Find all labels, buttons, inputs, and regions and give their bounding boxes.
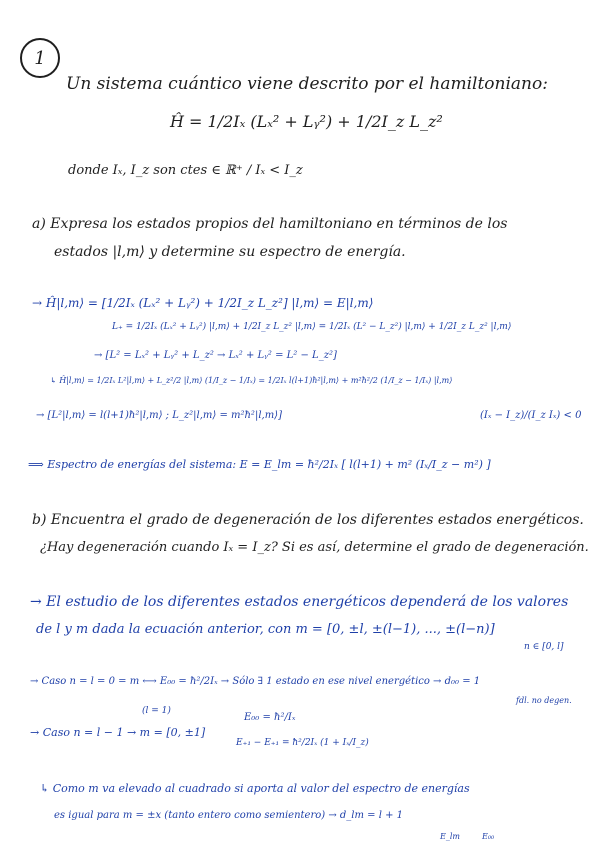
step-a-4: ↳ Ĥ|l,m⟩ = 1/2Iₓ L²|l,m⟩ + L_z²/2 |l,m⟩ (1/I_z − 1/Iₓ) = 1/2Iₓ l(l+1)ħ²|l,m⟩ + m²ħ²/2 (1/I_z − 1/Iₓ) |l,m⟩ [50, 376, 453, 385]
step-b-4: → Caso n = l = 0 = m ⟷ E₀₀ = ħ²/2Iₓ → Sólo ∃ 1 estado en ese nivel energético → d₀₀ = 1 [30, 676, 481, 687]
step-b-3: n ∈ [0, l] [524, 642, 564, 652]
step-a-6: (Iₓ − I_z)/(I_z Iₓ) < 0 [480, 410, 582, 421]
step-a-1: → Ĥ|l,m⟩ = [1/2Iₓ (Lₓ² + Lᵧ²) + 1/2I_z L_z²] |l,m⟩ = E|l,m⟩ [32, 296, 374, 310]
step-b-8: E₀₀ = ħ²/Iₓ [244, 712, 296, 723]
step-b-2: de l y m dada la ecuación anterior, con m = [0, ±l, ±(l−1), ..., ±(l−n)] [36, 622, 495, 637]
step-a-3: → [L² = Lₓ² + Lᵧ² + L_z² → Lₓ² + Lᵧ² = L² − L_z²] [94, 350, 337, 361]
step-b-13: E₀₀ [482, 832, 495, 841]
energy-spectrum-result: ⟹ Espectro de energías del sistema: E = E_lm = ħ²/2Iₓ [ l(l+1) + m² (Iₓ/I_z − m²) ] [28, 458, 491, 471]
step-b-6: (l = 1) [142, 706, 171, 716]
problem-number: 1 [20, 38, 60, 78]
step-b-7: → Caso n = l − 1 → m = [0, ±1] [30, 726, 206, 739]
part-b-title: b) Encuentra el grado de degeneración de los diferentes estados energéticos. [32, 512, 584, 528]
step-b-12: E_lm [440, 832, 460, 841]
step-b-10: ↳ Como m va elevado al cuadrado si aporta al valor del espectro de energías [40, 782, 470, 795]
step-b-11: es igual para m = ±x (tanto entero como semientero) → d_lm = l + 1 [54, 810, 404, 821]
step-a-5: → [L²|l,m⟩ = l(l+1)ħ²|l,m⟩ ; L_z²|l,m⟩ = m²ħ²|l,m⟩] [36, 410, 282, 421]
step-b-9: E₊₁ − E₊₁ = ħ²/2Iₓ (1 + Iₓ/I_z) [236, 738, 369, 748]
step-a-2: L₊ = 1/2Iₓ (Lₓ² + Lᵧ²) |l,m⟩ + 1/2I_z L_z² |l,m⟩ = 1/2Iₓ (L² − L_z²) |l,m⟩ + 1/2I_z L_z² |l,m⟩ [112, 322, 512, 332]
constants-text: donde Iₓ, I_z son ctes ∈ ℝ⁺ / Iₓ < I_z [68, 163, 303, 178]
step-b-5: fdl. no degen. [516, 696, 572, 705]
intro-text: Un sistema cuántico viene descrito por el hamiltoniano: [66, 74, 548, 94]
part-a-subtitle: estados |l,m⟩ y determine su espectro de energía. [54, 244, 406, 260]
part-b-subtitle: ¿Hay degeneración cuando Iₓ = I_z? Si es así, determine el grado de degeneración. [40, 540, 589, 555]
step-b-1: → El estudio de los diferentes estados energéticos dependerá de los valores [30, 594, 569, 610]
part-a-title: a) Expresa los estados propios del hamiltoniano en términos de los [32, 216, 508, 232]
hamiltonian-equation: Ĥ = 1/2Iₓ (Lₓ² + Lᵧ²) + 1/2I_z L_z² [170, 112, 443, 131]
